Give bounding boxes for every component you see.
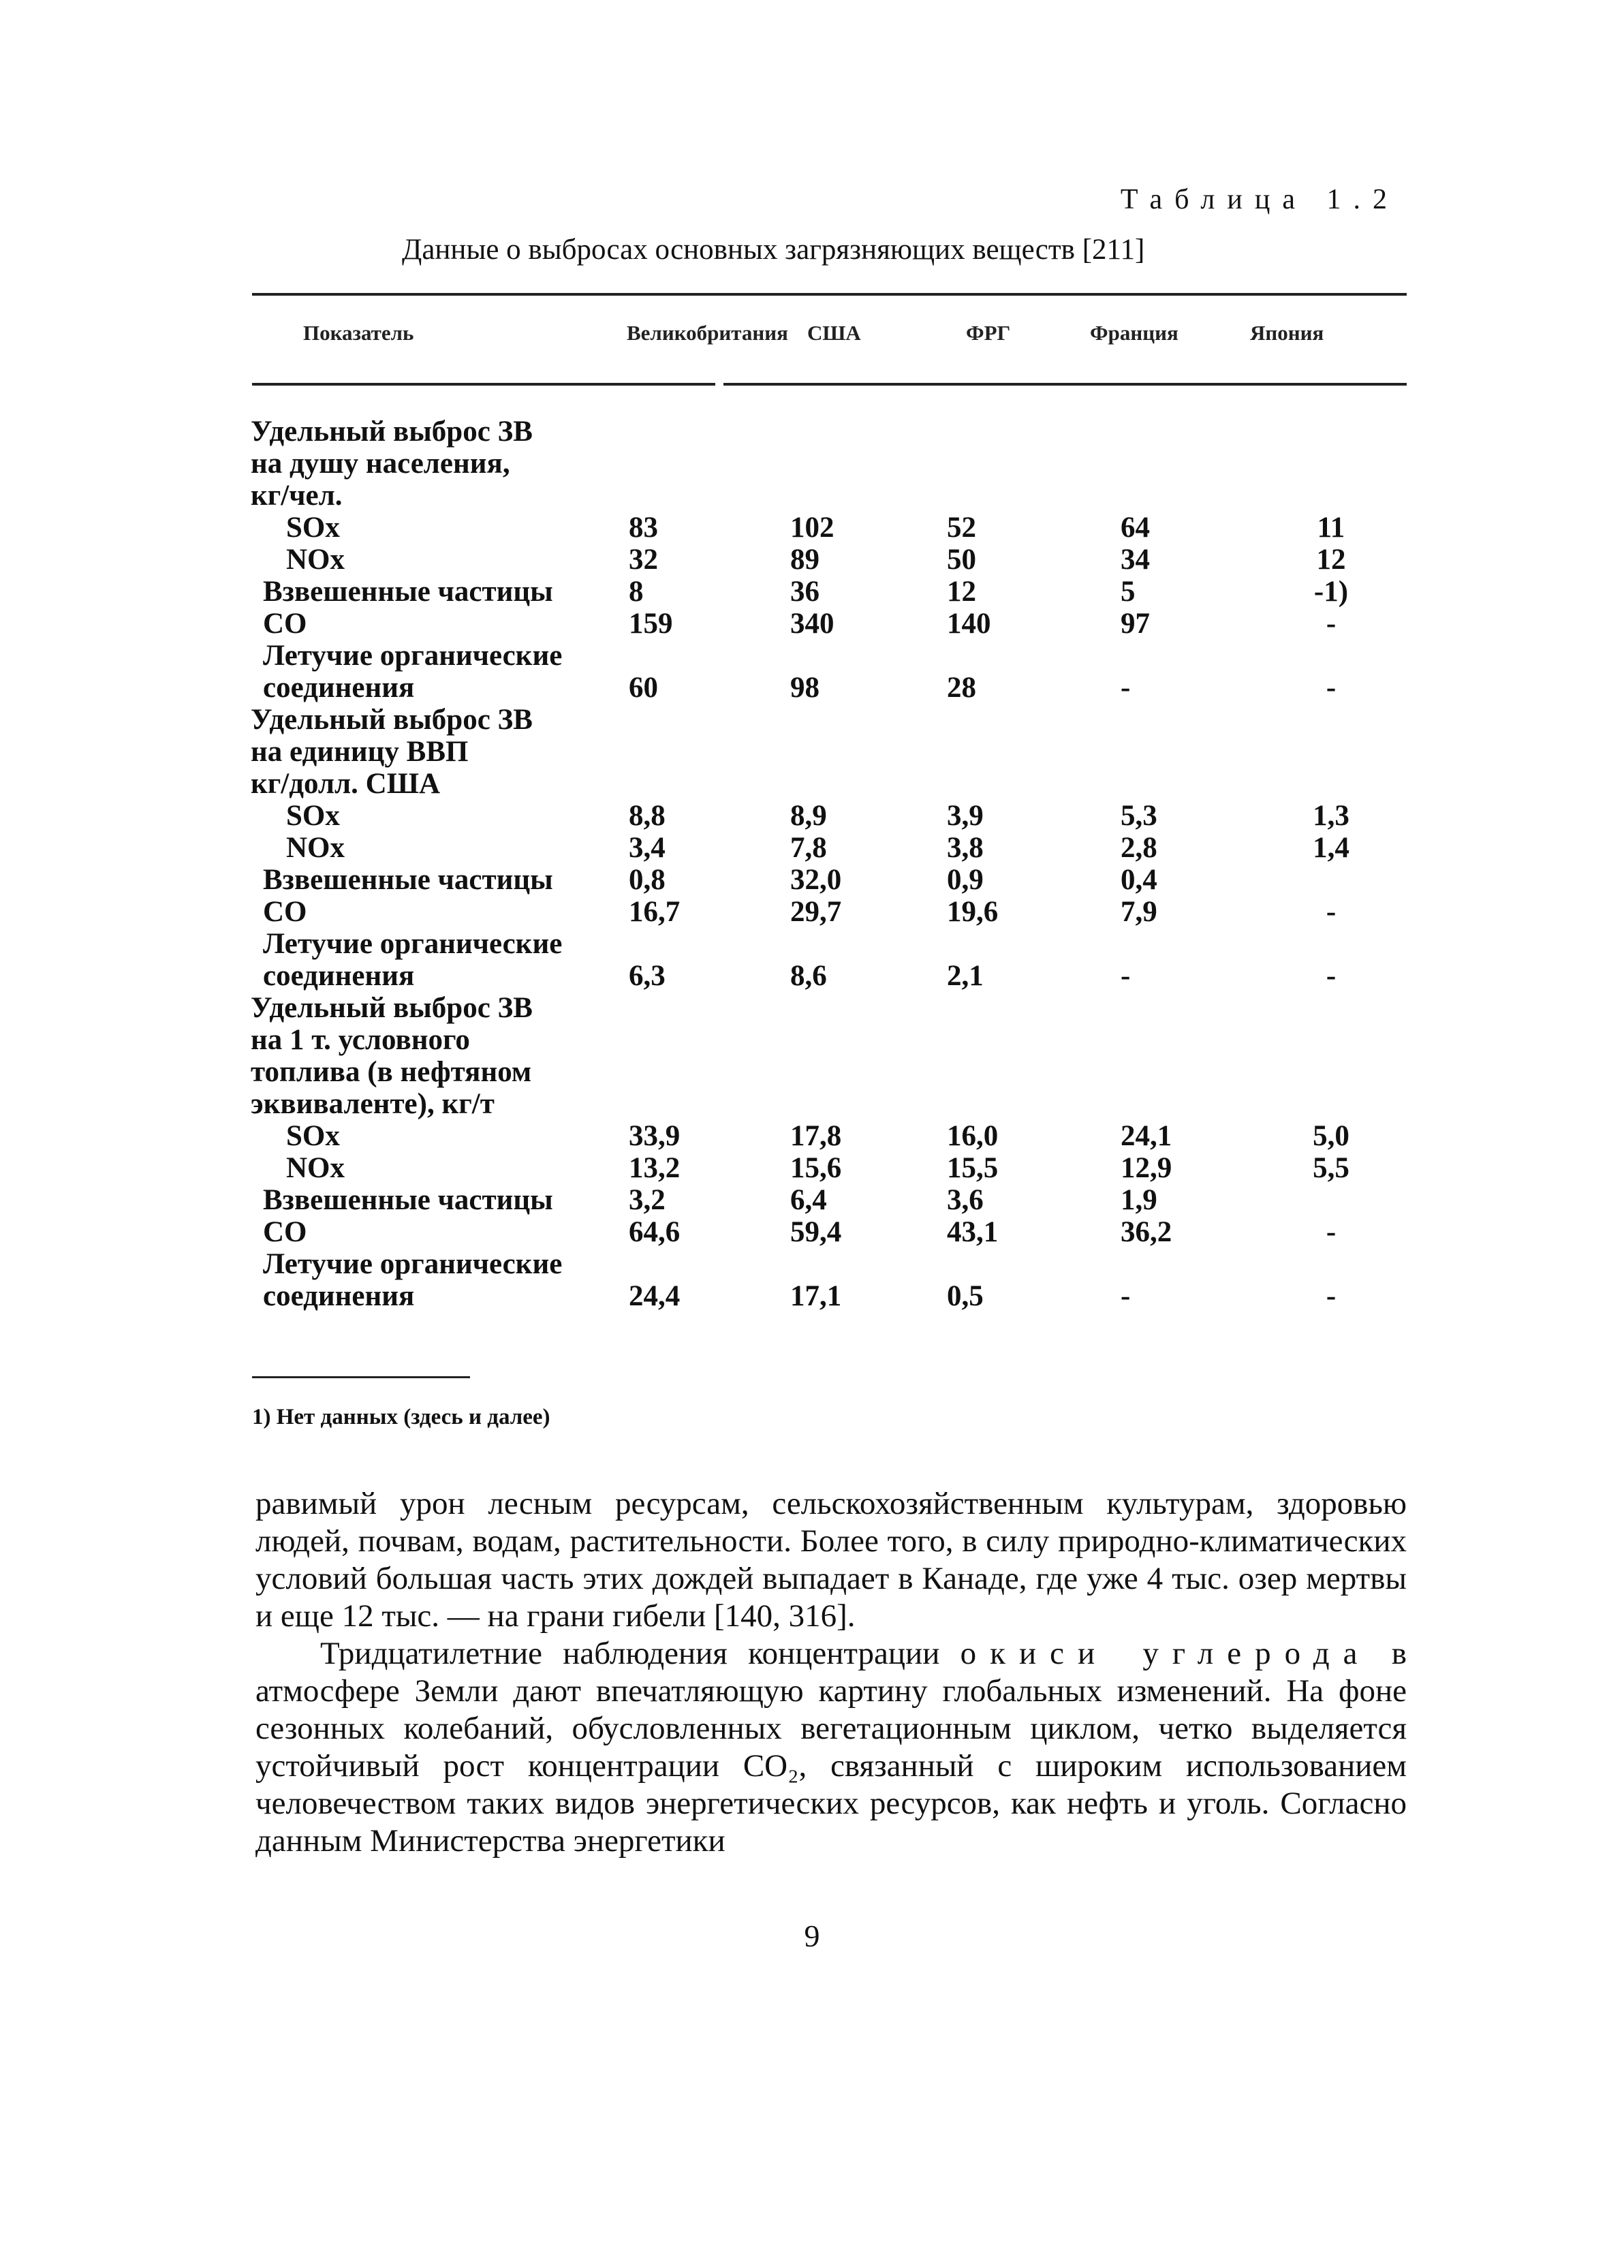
cell-indicator: Взвешенные частицы	[263, 864, 553, 896]
cell-great-britain: 13,2	[629, 1152, 681, 1184]
table-row	[251, 640, 1409, 672]
cell-usa: 8,6	[790, 960, 827, 992]
cell-frg	[947, 704, 1093, 736]
cell-france: 12,9	[1121, 1152, 1172, 1184]
table-row	[251, 960, 1409, 992]
cell-france: 2,8	[1121, 832, 1157, 864]
cell-indicator: на единицу ВВП	[251, 736, 469, 768]
cell-japan: -	[1326, 1216, 1337, 1248]
table-caption-label: Таблица 1.2	[1120, 184, 1399, 215]
cell-great-britain: 3,4	[629, 832, 666, 864]
cell-indicator: CO	[263, 608, 307, 640]
cell-france	[1093, 1088, 1253, 1120]
emissions-table	[251, 416, 1409, 1312]
cell-indicator: NOx	[286, 832, 345, 864]
cell-france	[1093, 1024, 1253, 1056]
table-row	[251, 448, 1409, 480]
cell-france	[1093, 704, 1253, 736]
cell-great-britain: 0,8	[629, 864, 666, 896]
paragraph-2-end: в атмосфере Земли дают впечатляющую картину глобальных изменений. На фоне сезонных колебаний, обусловленных вегетационным циклом, четко выделяется устойчивый рост концентрации CO₂, связанный с широким использованием человечеством таких видов энергетических ресурсов, как нефть и уголь. Согласно данным Министерства энергетики	[255, 1636, 1407, 1859]
cell-great-britain	[629, 1056, 790, 1088]
cell-usa: 36	[790, 576, 819, 608]
cell-indicator: SOx	[286, 1120, 340, 1152]
cell-usa: 15,6	[790, 1152, 842, 1184]
cell-indicator: NOx	[286, 544, 345, 576]
cell-indicator: кг/чел.	[251, 480, 343, 512]
cell-usa: 7,8	[790, 832, 827, 864]
cell-japan: -	[1326, 672, 1337, 704]
cell-france: 0,4	[1121, 864, 1157, 896]
header-indicator: Показатель	[303, 321, 414, 345]
cell-indicator: CO	[263, 896, 307, 928]
cell-france: 34	[1121, 544, 1150, 576]
cell-france: -	[1121, 1280, 1131, 1312]
table-row	[251, 704, 1409, 736]
cell-frg: 2,1	[947, 960, 984, 992]
cell-usa	[790, 416, 947, 448]
table-row	[251, 1088, 1409, 1120]
table-row	[251, 416, 1409, 448]
table-row	[251, 1152, 1409, 1184]
cell-france: -	[1121, 672, 1131, 704]
table-row	[251, 672, 1409, 704]
cell-great-britain: 8	[629, 576, 644, 608]
cell-france: 97	[1121, 608, 1150, 640]
cell-usa: 89	[790, 544, 819, 576]
cell-great-britain	[629, 448, 790, 480]
cell-usa	[790, 480, 947, 512]
cell-frg: 43,1	[947, 1216, 999, 1248]
cell-indicator: Взвешенные частицы	[263, 576, 553, 608]
cell-usa: 59,4	[790, 1216, 842, 1248]
cell-great-britain: 33,9	[629, 1120, 681, 1152]
cell-great-britain	[629, 992, 790, 1024]
cell-france: 64	[1121, 512, 1150, 544]
cell-japan	[1253, 1184, 1409, 1216]
cell-indicator: Летучие органические	[263, 640, 563, 672]
cell-frg: 19,6	[947, 896, 999, 928]
cell-japan: 5,0	[1313, 1120, 1349, 1152]
cell-frg	[947, 1248, 1093, 1280]
table-row	[251, 896, 1409, 928]
table-row	[251, 736, 1409, 768]
cell-great-britain: 24,4	[629, 1280, 681, 1312]
table-row	[251, 1120, 1409, 1152]
table-row	[251, 544, 1409, 576]
cell-france: 5	[1121, 576, 1136, 608]
cell-indicator: Летучие органические	[263, 1248, 563, 1280]
header-great-britain: Великобритания	[627, 321, 788, 345]
cell-france: 36,2	[1121, 1216, 1172, 1248]
cell-france	[1093, 736, 1253, 768]
cell-japan: 1,4	[1313, 832, 1349, 864]
cell-indicator: CO	[263, 1216, 307, 1248]
header-frg: ФРГ	[966, 321, 1011, 345]
cell-france: 5,3	[1121, 800, 1157, 832]
cell-great-britain	[629, 1024, 790, 1056]
cell-japan	[1253, 480, 1409, 512]
cell-frg: 0,5	[947, 1280, 984, 1312]
cell-frg: 0,9	[947, 864, 984, 896]
footnote-rule	[252, 1376, 470, 1378]
cell-japan: -1)	[1313, 576, 1349, 608]
cell-france	[1093, 928, 1253, 960]
cell-frg: 16,0	[947, 1120, 999, 1152]
cell-indicator: на 1 т. условного	[251, 1024, 470, 1056]
cell-usa: 29,7	[790, 896, 842, 928]
cell-usa	[790, 1088, 947, 1120]
cell-usa	[790, 928, 947, 960]
cell-frg	[947, 1024, 1093, 1056]
cell-great-britain: 6,3	[629, 960, 666, 992]
table-header-rule-left	[252, 383, 715, 386]
cell-indicator: топлива (в нефтяном	[251, 1056, 532, 1088]
cell-indicator: на душу населения,	[251, 448, 510, 480]
cell-great-britain	[629, 1088, 790, 1120]
cell-great-britain	[629, 736, 790, 768]
cell-indicator: эквиваленте), кг/т	[251, 1088, 495, 1120]
cell-usa	[790, 768, 947, 800]
table-row	[251, 1056, 1409, 1088]
cell-usa	[790, 704, 947, 736]
cell-france: 7,9	[1121, 896, 1157, 928]
table-row	[251, 864, 1409, 896]
cell-usa	[790, 1248, 947, 1280]
cell-frg: 140	[947, 608, 991, 640]
table-row	[251, 1216, 1409, 1248]
cell-great-britain: 3,2	[629, 1184, 666, 1216]
cell-usa: 98	[790, 672, 819, 704]
cell-great-britain: 32	[629, 544, 658, 576]
table-row	[251, 992, 1409, 1024]
cell-usa: 17,1	[790, 1280, 842, 1312]
page-number: 9	[804, 1919, 820, 1953]
cell-frg	[947, 416, 1093, 448]
cell-france	[1093, 1056, 1253, 1088]
cell-france	[1093, 992, 1253, 1024]
cell-japan	[1253, 928, 1409, 960]
table-row	[251, 480, 1409, 512]
cell-frg	[947, 1056, 1093, 1088]
cell-japan	[1253, 1024, 1409, 1056]
cell-great-britain	[629, 416, 790, 448]
cell-frg	[947, 480, 1093, 512]
cell-frg	[947, 992, 1093, 1024]
cell-usa	[790, 448, 947, 480]
cell-frg: 28	[947, 672, 976, 704]
cell-france	[1093, 1248, 1253, 1280]
cell-great-britain: 64,6	[629, 1216, 681, 1248]
cell-japan	[1253, 416, 1409, 448]
cell-france	[1093, 448, 1253, 480]
cell-japan: -	[1326, 1280, 1337, 1312]
cell-japan	[1253, 992, 1409, 1024]
cell-usa	[790, 640, 947, 672]
footnote: 1) Нет данных (здесь и далее)	[252, 1405, 550, 1429]
header-usa: США	[807, 321, 861, 345]
table-row	[251, 576, 1409, 608]
cell-great-britain: 16,7	[629, 896, 681, 928]
cell-indicator: соединения	[263, 1280, 415, 1312]
cell-great-britain: 83	[629, 512, 658, 544]
cell-france: 1,9	[1121, 1184, 1157, 1216]
cell-france	[1093, 768, 1253, 800]
cell-frg	[947, 640, 1093, 672]
cell-france	[1093, 480, 1253, 512]
cell-frg	[947, 448, 1093, 480]
emissions-table-body	[251, 416, 1409, 1312]
table-top-rule	[252, 293, 1407, 296]
cell-japan	[1253, 736, 1409, 768]
cell-usa: 6,4	[790, 1184, 827, 1216]
cell-japan	[1253, 640, 1409, 672]
cell-japan: -	[1326, 608, 1337, 640]
cell-japan: 1,3	[1313, 800, 1349, 832]
cell-france	[1093, 640, 1253, 672]
cell-frg	[947, 1088, 1093, 1120]
table-row	[251, 768, 1409, 800]
cell-japan: -	[1326, 960, 1337, 992]
cell-frg	[947, 928, 1093, 960]
cell-indicator: Удельный выброс ЗВ	[251, 416, 533, 448]
cell-usa	[790, 1024, 947, 1056]
cell-frg	[947, 768, 1093, 800]
cell-france	[1093, 416, 1253, 448]
cell-japan: -	[1326, 896, 1337, 928]
cell-frg: 3,6	[947, 1184, 984, 1216]
cell-indicator: кг/долл. США	[251, 768, 441, 800]
paragraph-2-spaced-term: окиси углерода	[960, 1636, 1371, 1671]
table-row	[251, 800, 1409, 832]
table-row	[251, 608, 1409, 640]
cell-indicator: Летучие органические	[263, 928, 563, 960]
cell-indicator: соединения	[263, 672, 415, 704]
cell-indicator: SOx	[286, 800, 340, 832]
table-title: Данные о выбросах основных загрязняющих веществ [211]	[402, 234, 1145, 266]
paragraph-2-start: Тридцатилетние наблюдения концентрации	[320, 1636, 961, 1671]
cell-great-britain	[629, 480, 790, 512]
cell-frg: 3,8	[947, 832, 984, 864]
cell-japan	[1253, 864, 1409, 896]
cell-japan: 5,5	[1313, 1152, 1349, 1184]
cell-japan	[1253, 1088, 1409, 1120]
header-france: Франция	[1090, 321, 1178, 345]
table-row	[251, 1280, 1409, 1312]
cell-indicator: SOx	[286, 512, 340, 544]
table-row	[251, 832, 1409, 864]
table-row	[251, 1184, 1409, 1216]
cell-indicator: соединения	[263, 960, 415, 992]
cell-france: 24,1	[1121, 1120, 1172, 1152]
cell-usa: 17,8	[790, 1120, 842, 1152]
table-row	[251, 1024, 1409, 1056]
cell-frg: 15,5	[947, 1152, 999, 1184]
cell-indicator: Взвешенные частицы	[263, 1184, 553, 1216]
cell-usa: 32,0	[790, 864, 842, 896]
cell-great-britain: 159	[629, 608, 673, 640]
cell-japan	[1253, 1056, 1409, 1088]
cell-usa: 340	[790, 608, 834, 640]
cell-frg: 52	[947, 512, 976, 544]
cell-indicator: Удельный выброс ЗВ	[251, 704, 533, 736]
paragraph-2	[255, 1635, 1407, 1860]
cell-japan	[1253, 704, 1409, 736]
cell-great-britain	[629, 640, 790, 672]
cell-france: -	[1121, 960, 1131, 992]
table-row	[251, 928, 1409, 960]
cell-japan: 11	[1317, 512, 1345, 544]
table-row	[251, 1248, 1409, 1280]
cell-indicator: NOx	[286, 1152, 345, 1184]
cell-japan	[1253, 448, 1409, 480]
cell-great-britain	[629, 928, 790, 960]
cell-usa	[790, 1056, 947, 1088]
cell-usa	[790, 736, 947, 768]
body-text	[255, 1485, 1407, 1860]
cell-great-britain: 60	[629, 672, 658, 704]
cell-japan	[1253, 768, 1409, 800]
cell-great-britain	[629, 1248, 790, 1280]
header-japan: Япония	[1250, 321, 1324, 345]
cell-usa: 8,9	[790, 800, 827, 832]
cell-japan: 12	[1316, 544, 1346, 576]
table-header-rule-right	[723, 383, 1407, 386]
cell-japan	[1253, 1248, 1409, 1280]
table-row	[251, 512, 1409, 544]
cell-frg: 12	[947, 576, 976, 608]
cell-great-britain	[629, 704, 790, 736]
cell-usa	[790, 992, 947, 1024]
cell-frg	[947, 736, 1093, 768]
cell-great-britain: 8,8	[629, 800, 666, 832]
cell-usa: 102	[790, 512, 834, 544]
cell-frg: 50	[947, 544, 976, 576]
paragraph-1: равимый урон лесным ресурсам, сельскохозяйственным культурам, здоровью людей, почвам, водам, растительности. Более того, в силу природно-климатических условий большая часть этих дождей выпадает в Канаде, где уже 4 тыс. озер мертвы и еще 12 тыс. — на грани гибели [140, 316].	[255, 1486, 1407, 1634]
cell-frg: 3,9	[947, 800, 984, 832]
cell-great-britain	[629, 768, 790, 800]
cell-indicator: Удельный выброс ЗВ	[251, 992, 533, 1024]
